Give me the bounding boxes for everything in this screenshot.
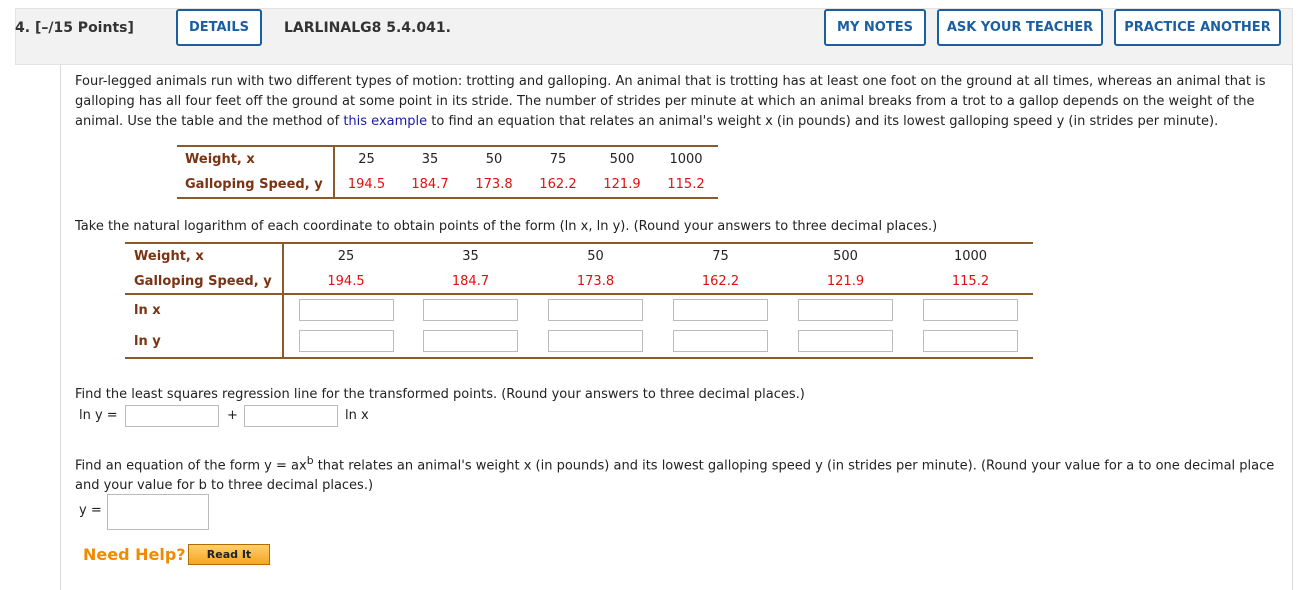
- details-button[interactable]: DETAILS: [176, 9, 262, 46]
- lny-input-4[interactable]: [673, 330, 768, 352]
- lnx-input-3[interactable]: [548, 299, 643, 321]
- lny-input-3[interactable]: [548, 330, 643, 352]
- weight-cell: 50: [462, 146, 526, 172]
- lny-row-label: ln y: [125, 325, 283, 358]
- weight-cell: 1000: [654, 146, 718, 172]
- speed-cell: 121.9: [826, 273, 865, 289]
- weight-row-label: Weight, x: [177, 146, 334, 172]
- need-help-label: Need Help?: [83, 545, 186, 564]
- regression-lhs: ln y =: [79, 408, 118, 423]
- plus-sign: +: [227, 408, 238, 423]
- speed-cell: 162.2: [526, 172, 590, 198]
- question-id: LARLINALG8 5.4.041.: [284, 20, 451, 36]
- weight-cell: 500: [590, 146, 654, 172]
- lnx-input-6[interactable]: [923, 299, 1018, 321]
- log-table: [125, 242, 1033, 359]
- power-prompt-2: that relates an animal's weight x (in pounds) and its lowest galloping speed y (in strides per minute). (Round your value for a to one decimal place and your value for b to three decimal places.): [75, 458, 1275, 494]
- power-equation-input[interactable]: [107, 494, 209, 530]
- lnx-input-5[interactable]: [798, 299, 893, 321]
- weight-cell: 1000: [908, 243, 1033, 269]
- speed-row-label: Galloping Speed, y: [177, 172, 334, 198]
- lnx-row-label: ln x: [125, 294, 283, 325]
- power-equation-prompt: [75, 451, 1275, 496]
- slope-input[interactable]: [244, 405, 338, 427]
- speed-cell: 184.7: [398, 172, 462, 198]
- ask-teacher-button[interactable]: ASK YOUR TEACHER: [937, 9, 1103, 46]
- weight-cell: 500: [783, 243, 908, 269]
- power-prompt-1: Find an equation of the form y = ax: [75, 458, 307, 474]
- lnx-input-1[interactable]: [299, 299, 394, 321]
- speed-cell: 173.8: [576, 273, 615, 289]
- speed-cell: 115.2: [654, 172, 718, 198]
- regression-rhs: ln x: [345, 408, 369, 423]
- speed-cell: 184.7: [451, 273, 490, 289]
- regression-prompt: Find the least squares regression line for the transformed points. (Round your answers to three decimal places.): [75, 387, 805, 402]
- read-it-button[interactable]: Read It: [188, 544, 270, 565]
- intercept-input[interactable]: [125, 405, 219, 427]
- intro-text-1: Four-legged animals run with two different types of motion: trotting and galloping. An animal that is trotting has at least one foot on the ground at all times, whereas an animal that is galloping has all four feet off the ground at some point in its stride. The number of strides per minute at which an animal breaks from a trot to a gallop depends on the weight of the animal. Use the table and the method of: [75, 74, 1266, 129]
- intro-text-2: to find an equation that relates an animal's weight x (in pounds) and its lowest galloping speed y (in strides per minute).: [427, 114, 1219, 129]
- lny-input-6[interactable]: [923, 330, 1018, 352]
- weight-cell: 75: [658, 243, 783, 269]
- speed-row-label: Galloping Speed, y: [125, 269, 283, 294]
- weight-row-label: Weight, x: [125, 243, 283, 269]
- power-prompt-exponent: b: [306, 454, 314, 467]
- weight-cell: 35: [398, 146, 462, 172]
- speed-cell: 194.5: [334, 172, 398, 198]
- speed-cell: 173.8: [462, 172, 526, 198]
- practice-another-button[interactable]: PRACTICE ANOTHER: [1114, 9, 1281, 46]
- weight-cell: 25: [283, 243, 408, 269]
- data-table: [177, 145, 718, 199]
- speed-cell: 162.2: [701, 273, 740, 289]
- speed-cell: 194.5: [327, 273, 365, 289]
- log-prompt: Take the natural logarithm of each coordinate to obtain points of the form (ln x, ln y). (Round your answers to three decimal places.): [75, 219, 938, 234]
- weight-cell: 25: [334, 146, 398, 172]
- example-link[interactable]: this example: [343, 114, 428, 129]
- weight-cell: 50: [533, 243, 658, 269]
- my-notes-button[interactable]: MY NOTES: [824, 9, 926, 46]
- problem-intro: [75, 72, 1275, 132]
- power-lhs: y =: [79, 503, 102, 518]
- lnx-input-2[interactable]: [423, 299, 518, 321]
- weight-cell: 75: [526, 146, 590, 172]
- question-number: 4.: [15, 20, 31, 36]
- lny-input-5[interactable]: [798, 330, 893, 352]
- lny-input-1[interactable]: [299, 330, 394, 352]
- lny-input-2[interactable]: [423, 330, 518, 352]
- question-number-points: [15, 20, 134, 36]
- question-points: [–/15 Points]: [34, 20, 134, 36]
- speed-cell: 121.9: [590, 172, 654, 198]
- speed-cell: 115.2: [951, 273, 990, 289]
- lnx-input-4[interactable]: [673, 299, 768, 321]
- weight-cell: 35: [408, 243, 533, 269]
